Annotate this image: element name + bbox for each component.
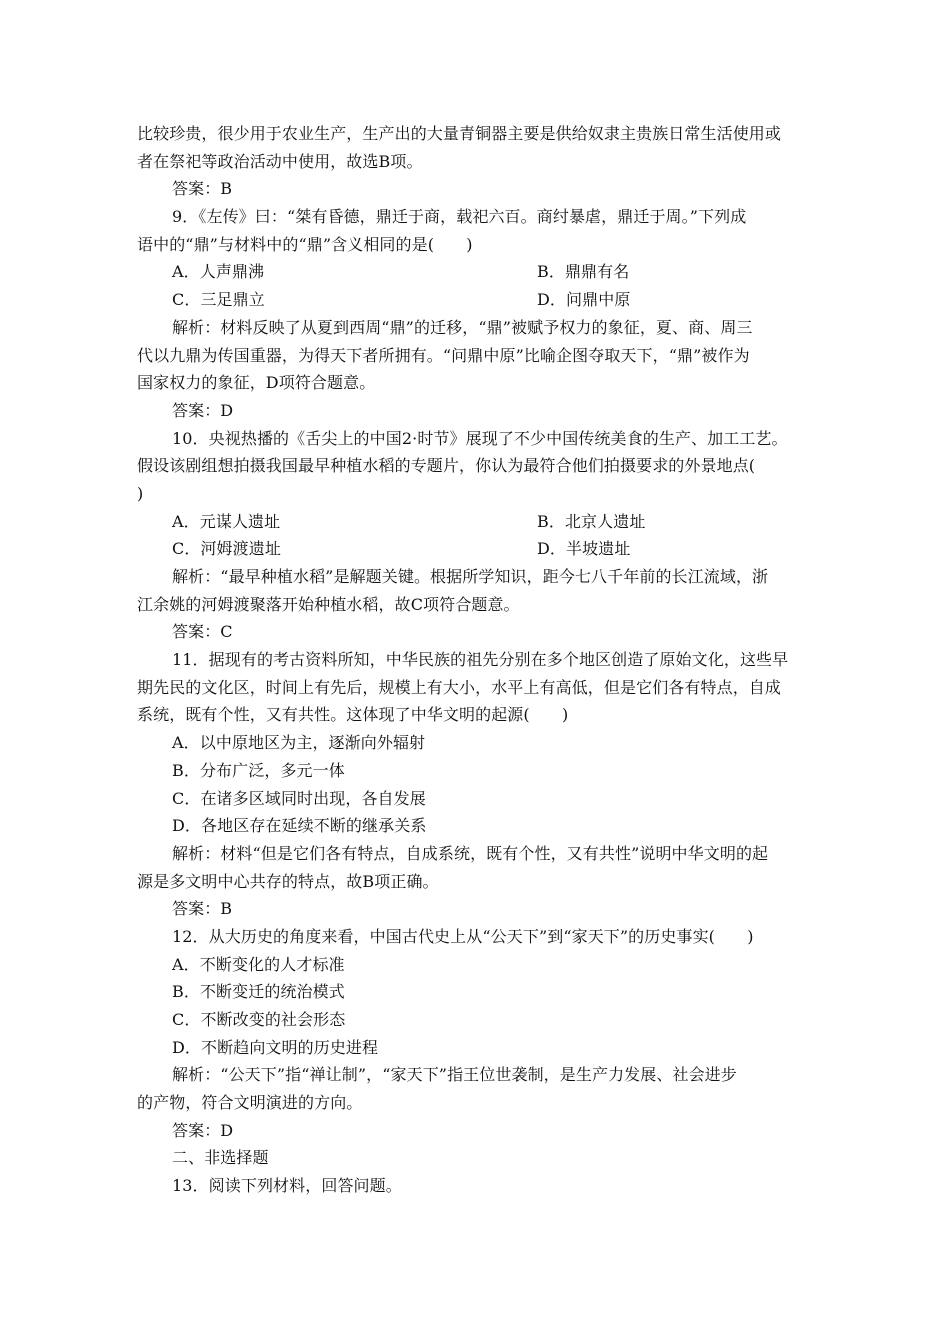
option-right: B．鼎鼎有名 [537, 262, 630, 282]
text-line: 解析：材料“但是它们各有特点，自成系统，既有个性，又有共性”说明中华文明的起 [172, 843, 769, 863]
text-line: 答案：C [172, 622, 233, 642]
text-line: 解析：“公天下”指“禅让制”，“家天下”指王位世袭制，是生产力发展、社会进步 [172, 1065, 737, 1085]
text-line: 江余姚的河姆渡聚落开始种植水稻，故C项符合题意。 [137, 594, 520, 614]
text-line: 的产物，符合文明演进的方向。 [137, 1093, 363, 1113]
option-left: A．元谋人遗址 [172, 511, 281, 531]
text-line: 答案：B [172, 899, 233, 919]
text-line: 期先民的文化区，时间上有先后，规模上有大小，水平上有高低，但是它们各有特点，自成 [137, 677, 782, 697]
text-line: B．分布广泛，多元一体 [172, 760, 345, 780]
text-line: ) [137, 483, 144, 503]
text-line: 12．从大历史的角度来看，中国古代史上从“公天下”到“家天下”的历史事实( ) [172, 926, 754, 946]
text-line: 13．阅读下列材料，回答问题。 [172, 1176, 402, 1196]
text-line: 者在祭祀等政治活动中使用，故选B项。 [137, 151, 423, 171]
text-line: A．不断变化的人才标准 [172, 954, 345, 974]
text-line: D．各地区存在延续不断的继承关系 [172, 816, 427, 836]
text-line: 源是多文明中心共存的特点，故B项正确。 [137, 871, 439, 891]
text-line: 系统，既有个性，又有共性。这体现了中华文明的起源( ) [137, 705, 569, 725]
text-line: C．不断改变的社会形态 [172, 1010, 346, 1029]
option-right: D．问鼎中原 [537, 290, 631, 310]
text-line: B．不断变迁的统治模式 [172, 982, 345, 1002]
option-left: C．三足鼎立 [172, 290, 265, 310]
text-line: 10．央视热播的《舌尖上的中国2·时节》展现了不少中国传统美食的生产、加工工艺。 [172, 428, 788, 448]
text-line: 9．《左传》曰：“桀有昏德，鼎迁于商，载祀六百。商纣暴虐，鼎迁于周。”下列成 [172, 207, 747, 227]
text-line: 11．据现有的考古资料所知，中华民族的祖先分别在多个地区创造了原始文化，这些早 [172, 650, 789, 670]
text-line: C．在诸多区域同时出现，各自发展 [172, 788, 426, 808]
option-right: D．半坡遗址 [537, 539, 631, 559]
option-row [137, 508, 827, 536]
option-row [137, 286, 827, 314]
text-line: 答案：B [172, 179, 233, 199]
document-body [137, 120, 827, 1200]
option-row [137, 258, 827, 286]
text-line: 国家权力的象征，D项符合题意。 [137, 373, 376, 393]
option-left: C．河姆渡遗址 [172, 539, 281, 559]
text-line: 答案：D [172, 1120, 234, 1140]
text-line: 解析：材料反映了从夏到西周“鼎”的迁移，“鼎”被赋予权力的象征，夏、商、周三 [172, 317, 753, 337]
text-line: 代以九鼎为传国重器，为得天下者所拥有。“问鼎中原”比喻企图夺取天下，“鼎”被作为 [137, 345, 750, 365]
option-row [137, 535, 827, 563]
text-line: 语中的“鼎”与材料中的“鼎”含义相同的是( ) [137, 234, 473, 254]
text-line: 假设该剧组想拍摄我国最早种植水稻的专题片，你认为最符合他们拍摄要求的外景地点( [137, 456, 756, 476]
option-left: A．人声鼎沸 [172, 262, 265, 282]
option-right: B．北京人遗址 [537, 511, 646, 531]
text-line: 解析：“最早种植水稻”是解题关键。根据所学知识，距今七八千年前的长江流域，浙 [172, 567, 769, 586]
text-line: 答案：D [172, 400, 234, 420]
text-line: 比较珍贵，很少用于农业生产，生产出的大量青铜器主要是供给奴隶主贵族日常生活使用或 [137, 124, 782, 143]
text-line: 二、非选择题 [172, 1148, 269, 1168]
text-line: A．以中原地区为主，逐渐向外辐射 [172, 733, 426, 753]
text-line: D．不断趋向文明的历史进程 [172, 1037, 379, 1057]
